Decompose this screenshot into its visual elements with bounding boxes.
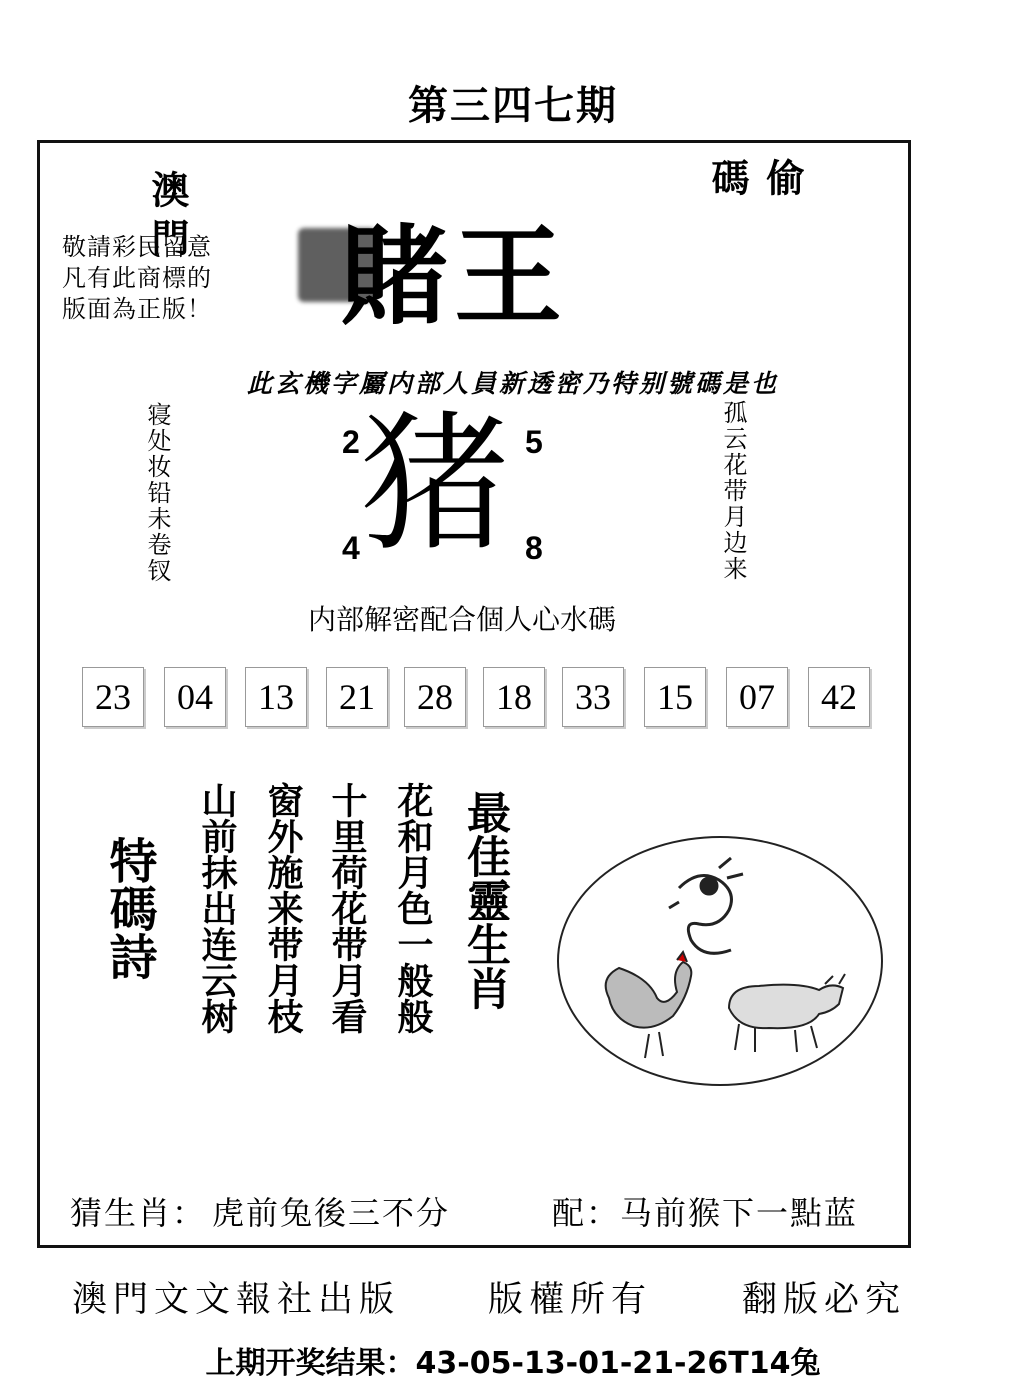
decode-text: 内部解密配合個人心水碼 [307, 603, 616, 636]
notice-line: 敬請彩民留意 [62, 233, 212, 261]
pair-label: 配： [552, 1194, 621, 1232]
poem-column: 山前抹出连云树 [196, 782, 237, 1034]
poem-column: 花和月色一般般 [392, 782, 433, 1034]
guess-zodiac [70, 1188, 450, 1234]
notice-line: 凡有此商標的 [62, 264, 212, 292]
zodiac-circle [557, 836, 883, 1086]
ox-icon [729, 974, 845, 1052]
best-zodiac-label: 最佳靈生肖 [459, 790, 510, 1010]
digit-top-right: 5 [525, 424, 543, 460]
number-box: 23 [82, 667, 144, 727]
digit-bottom-right: 8 [525, 530, 543, 566]
number-box: 28 [404, 667, 466, 727]
piracy-warning: 翻版必究 [742, 1280, 907, 1320]
issue-number: 第三四七期 [408, 82, 618, 129]
dragon-icon [669, 858, 743, 953]
last-result: 上期开奖结果：43-05-13-01-21-26T14兔 [205, 1346, 821, 1381]
number-box: 21 [326, 667, 388, 727]
poem-column: 十里荷花带月看 [326, 782, 367, 1034]
guess-text: 虎前兔後三不分 [212, 1194, 451, 1232]
rights: 版權所有 [488, 1280, 653, 1320]
left-poem: 寝处妆铅未卷钗 [143, 402, 171, 584]
zodiac-character: 猪 [360, 398, 511, 572]
notice-line: 版面為正版！ [62, 295, 212, 323]
right-poem: 孤云花带月边来 [719, 400, 747, 582]
digit-top-left: 2 [342, 424, 360, 460]
pair-text: 马前猴下一點蓝 [620, 1194, 859, 1232]
guess-label: 猜生肖： [70, 1194, 207, 1232]
number-box: 42 [808, 667, 870, 727]
macau-label: 澳門 [145, 170, 189, 266]
publisher: 澳門文文報社出版 [72, 1280, 401, 1320]
number-box: 18 [483, 667, 545, 727]
number-box: 15 [644, 667, 706, 727]
digit-bottom-left: 4 [342, 530, 360, 566]
poem-title: 特碼詩 [101, 836, 157, 980]
slogan: 此玄機字屬内部人員新透密乃特别號碼是也 [246, 369, 779, 398]
zodiac-illustrations [559, 838, 885, 1088]
number-box: 13 [245, 667, 307, 727]
number-box: 07 [726, 667, 788, 727]
number-box: 04 [164, 667, 226, 727]
title: 賭王 [340, 215, 569, 340]
steal-code-label: 偷碼 [705, 158, 804, 256]
number-box: 33 [562, 667, 624, 727]
rooster-icon [606, 952, 692, 1058]
pair-zodiac [552, 1188, 858, 1234]
poem-column: 窗外施来带月枝 [262, 782, 303, 1034]
notice-block [62, 232, 282, 325]
